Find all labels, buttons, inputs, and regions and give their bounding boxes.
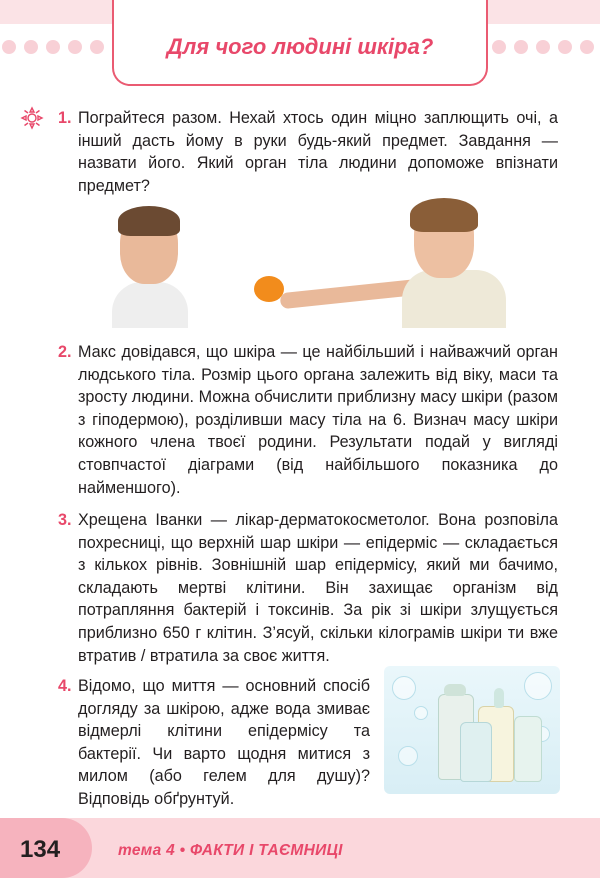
task-number: 2. [58, 343, 72, 361]
decor-dots-left [2, 40, 104, 56]
task-text: Відомо, що миття — основний спосіб догляду за шкірою, адже вода змиває відмерлі клітини епідермісу та бактерії. Чи варто щодня митися з милом (або гелем для душу)? Відповідь обґрунтуй. [78, 677, 370, 808]
photo-boys-orange [112, 198, 504, 328]
task-4 [58, 675, 370, 811]
task-3 [58, 509, 558, 667]
page-number: 134 [20, 836, 61, 863]
task-text: Макс довідався, що шкіра — це найбільший і найважчий орган людського тіла. Розмір цього органа залежить від віку, маси та зросту людини. Можна обчислити приблизну масу шкіри (разом з гіподермою), розділивши масу тіла на 6. Визнач масу шкіри кожного члена твоєї родини. Результати подай у вигляді стовпчастої діаграми (від найбільшого показника до найменшого). [78, 343, 558, 497]
task-2 [58, 341, 558, 499]
task-number: 4. [58, 677, 72, 695]
task-number: 3. [58, 511, 72, 529]
task-number: 1. [58, 109, 72, 127]
task-1 [58, 107, 558, 197]
photo-soap-bottles [384, 666, 560, 794]
task-text: Хрещена Іванки — лікар-дерматокосметолог. Вона розповіла похресниці, що верхній шар шкіри — епідерміс — складається з кількох рівнів. Зовнішній шар епідермісу, який ми бачимо, складають мертві клітини. Він захищає організм від потрапляння бактерій і токсинів. За рік зі шкіри злущується приблизно 650 г клітин. З’ясуй, скільки кілограмів шкіри ти вже втратив / втратила за своє життя. [78, 511, 558, 665]
task-text: Пограйтеся разом. Нехай хтось один міцно заплющить очі, а інший дасть йому в руки будь-який предмет. Завдання — назвати його. Який орган тіла людини допоможе впізнати предмет? [78, 109, 558, 195]
orange-image [254, 276, 284, 302]
title-box [112, 0, 488, 86]
decor-dots-right [492, 40, 594, 56]
group-activity-icon [20, 106, 44, 130]
page-title: Для чого людині шкіра? [166, 34, 434, 59]
footer-topic: тема 4 • ФАКТИ І ТАЄМНИЦІ [118, 842, 343, 859]
